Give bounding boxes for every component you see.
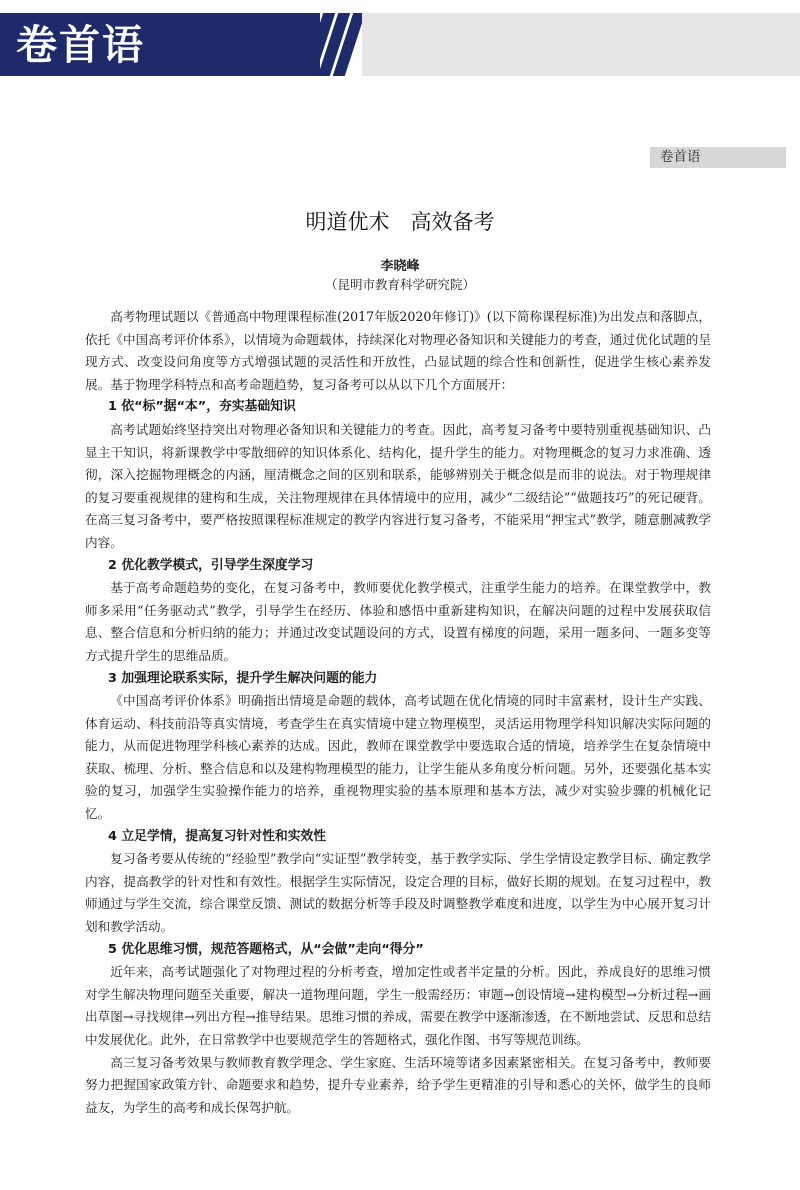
section-heading: 2 优化教学模式，引导学生深度学习 [108, 557, 314, 573]
section-tab: 卷首语 [650, 147, 786, 168]
banner-gray-strip [362, 13, 800, 76]
article-author: 李晓峰 [380, 259, 420, 274]
section-heading: 1 依“标”据“本”，夯实基础知识 [108, 399, 296, 415]
body-paragraph: 《中国高考评价体系》明确指出情境是命题的载体，高考试题在优化情境的同时丰富素材，设计生产实践、体育运动、科技前沿等真实情境，考查学生在真实情境中建立物理模型，灵活运用物理学科知识解决实际问题的能力，从而促进物理学科核心素养的达成。因此，教师在课堂教学中要选取合适的情境，培养学生在复杂情境中获取、梳理、分析、整合信息和以及建构物理模型的能力，让学生能从多角度分析问题。另外，还要强化基本实验的复习，加强学生实验操作能力的培养，重视物理实验的基本原理和基本方法，减少对实验步骤的机械化记忆。 [85, 693, 711, 822]
body-paragraph: 复习备考要从传统的“经验型”教学向“实证型”教学转变，基于教学实际、学生学情设定教学目标、确定教学内容，提高教学的针对性和有效性。根据学生实际情况，设定合理的目标，做好长期的规划。在复习过程中，教师通过与学生交流，综合课堂反馈、测试的数据分析等手段及时调整教学难度和进度，以学生为中心展开复习计划和教学活动。 [85, 851, 711, 935]
intro-paragraph: 高考物理试题以《普通高中物理课程标准(2017年版2020年修订)》(以下简称课程标准)为出发点和落脚点，依托《中国高考评价体系》，以情境为命题载体，持续深化对物理必备知识和关键能力的考查，通过优化试题的呈现方式、改变设问角度等方式增强试题的灵活性和开放性，凸显试题的综合性和创新性，促进学生核心素养发展。基于物理学科特点和高考命题趋势，复习备考可以从以下几个方面展开： [85, 309, 711, 392]
page-banner [0, 0, 800, 76]
article-affiliation: （昆明市教育科学研究院） [324, 277, 475, 292]
section-heading: 4 立足学情，提高复习针对性和实效性 [108, 828, 327, 844]
banner-title: 卷首语 [16, 21, 145, 69]
body-paragraph: 近年来，高考试题强化了对物理过程的分析考查，增加定性或者半定量的分析。因此，养成良好的思维习惯对学生解决物理问题至关重要，解决一道物理问题，学生一般需经历：审题→创设情境→建构模型→分析过程→画出草图→寻找规律→列出方程→推导结果。思维习惯的养成，需要在教学中逐渐渗透，在不断地尝试、反思和总结中发展优化。此外，在日常教学中也要规范学生的答题格式，强化作图、书写等规范训练。 [85, 964, 711, 1047]
body-paragraph: 基于高考命题趋势的变化，在复习备考中，教师要优化教学模式，注重学生能力的培养。在课堂教学中，教师多采用“任务驱动式”教学，引导学生在经历、体验和感悟中重新建构知识，在解决问题的过程中发展获取信息、整合信息和分析归纳的能力；并通过改变试题设问的方式，设置有梯度的问题，采用一题多问、一题多变等方式提升学生的思维品质。 [85, 580, 711, 663]
body-paragraph: 高考试题始终坚持突出对物理必备知识和关键能力的考查。因此，高考复习备考中要特别重视基础知识、凸显主干知识，将新课教学中零散细碎的知识体系化、结构化，提升学生的能力。对物理概念的复习力求准确、透彻，深入挖掘物理概念的内涵，厘清概念之间的区别和联系，能够辨别关于概念似是而非的说法。对于物理规律的复习要重视规律的建构和生成，关注物理规律在具体情境中的应用，减少“二级结论”“做题技巧”的死记硬背。在高三复习备考中，要严格按照课程标准规定的教学内容进行复习备考，不能采用“押宝式”教学，随意删减教学内容。 [85, 421, 711, 550]
section-heading: 3 加强理论联系实际，提升学生解决问题的能力 [108, 670, 378, 686]
closing-paragraph: 高三复习备考效果与教师教育教学理念、学生家庭、生活环境等诸多因素紧密相关。在复习备考中，教师要努力把握国家政策方针、命题要求和趋势，提升专业素养，给予学生更精准的引导和悉心的关怀，做学生的良师益友，为学生的高考和成长保驾护航。 [85, 1054, 711, 1115]
article-title: 明道优术 高效备考 [305, 210, 495, 234]
article-body [85, 306, 711, 1119]
section-heading: 5 优化思维习惯，规范答题格式，从“会做”走向“得分” [108, 941, 424, 957]
